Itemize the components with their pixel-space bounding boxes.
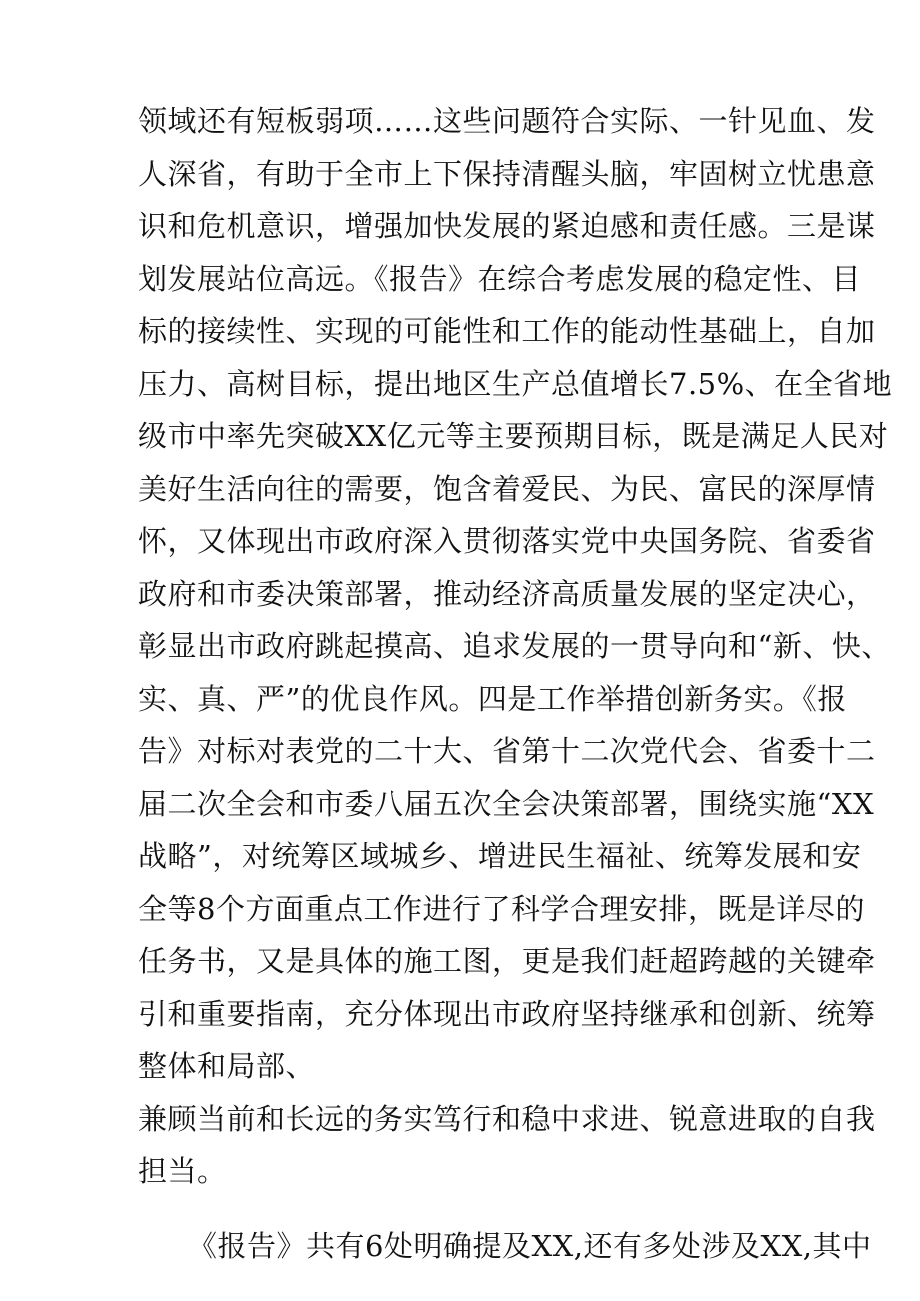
text-line: 识和危机意识，增强加快发展的紧迫感和责任感。三是谋 <box>138 209 876 243</box>
paragraph-start-line: 《报告》共有6处明确提及XX,还有多处涉及XX,其中 <box>188 1228 872 1263</box>
text-line: 任务书，又是具体的施工图，更是我们赶超跨越的关键牵 <box>138 944 876 978</box>
text-line: 领域还有短板弱项……这些问题符合实际、一针见血、发 <box>138 104 876 138</box>
text-line: 划发展站位高远。《报告》在综合考虑发展的稳定性、目 <box>138 261 862 296</box>
text-line: 标的接续性、实现的可能性和工作的能动性基础上，自加 <box>138 314 876 348</box>
text-line: 美好生活向往的需要，饱含着爱民、为民、富民的深厚情 <box>138 471 876 506</box>
text-line: 政府和市委决策部署，推动经济高质量发展的坚定决心， <box>138 576 876 611</box>
text-line: 届二次全会和市委八届五次全会决策部署，围绕实施“XX <box>138 786 875 821</box>
text-line: 引和重要指南，充分体现出市政府坚持继承和创新、统筹 <box>138 996 876 1031</box>
text-line: 人深省，有助于全市上下保持清醒头脑，牢固树立忧患意 <box>138 156 876 191</box>
text-line: 彰显出市政府跳起摸高、追求发展的一贯导向和“新、快、 <box>138 629 891 663</box>
paragraph-gap <box>138 1198 798 1220</box>
text-line: 压力、高树目标，提出地区生产总值增长7.5%、在全省地 <box>138 366 893 401</box>
text-line: 告》对标对表党的二十大、省第十二次党代会、省委十二 <box>138 734 876 768</box>
text-line: 怀，又体现出市政府深入贯彻落实党中央国务院、省委省 <box>138 524 876 558</box>
text-line: 全等8个方面重点工作进行了科学合理安排，既是详尽的 <box>138 891 865 926</box>
document-body <box>138 95 893 1272</box>
text-line: 兼顾当前和长远的务实笃行和稳中求进、锐意进取的自我 <box>138 1101 876 1136</box>
text-line: 实、真、严”的优良作风。四是工作举措创新务实。《报 <box>138 681 847 716</box>
text-line: 担当。 <box>138 1154 227 1188</box>
text-line: 整体和局部、 <box>138 1049 316 1083</box>
text-line: 战略”，对统筹区域城乡、增进民生福祉、统筹发展和安 <box>138 839 862 873</box>
text-line: 级市中率先突破XX亿元等主要预期目标，既是满足人民对 <box>138 419 889 453</box>
